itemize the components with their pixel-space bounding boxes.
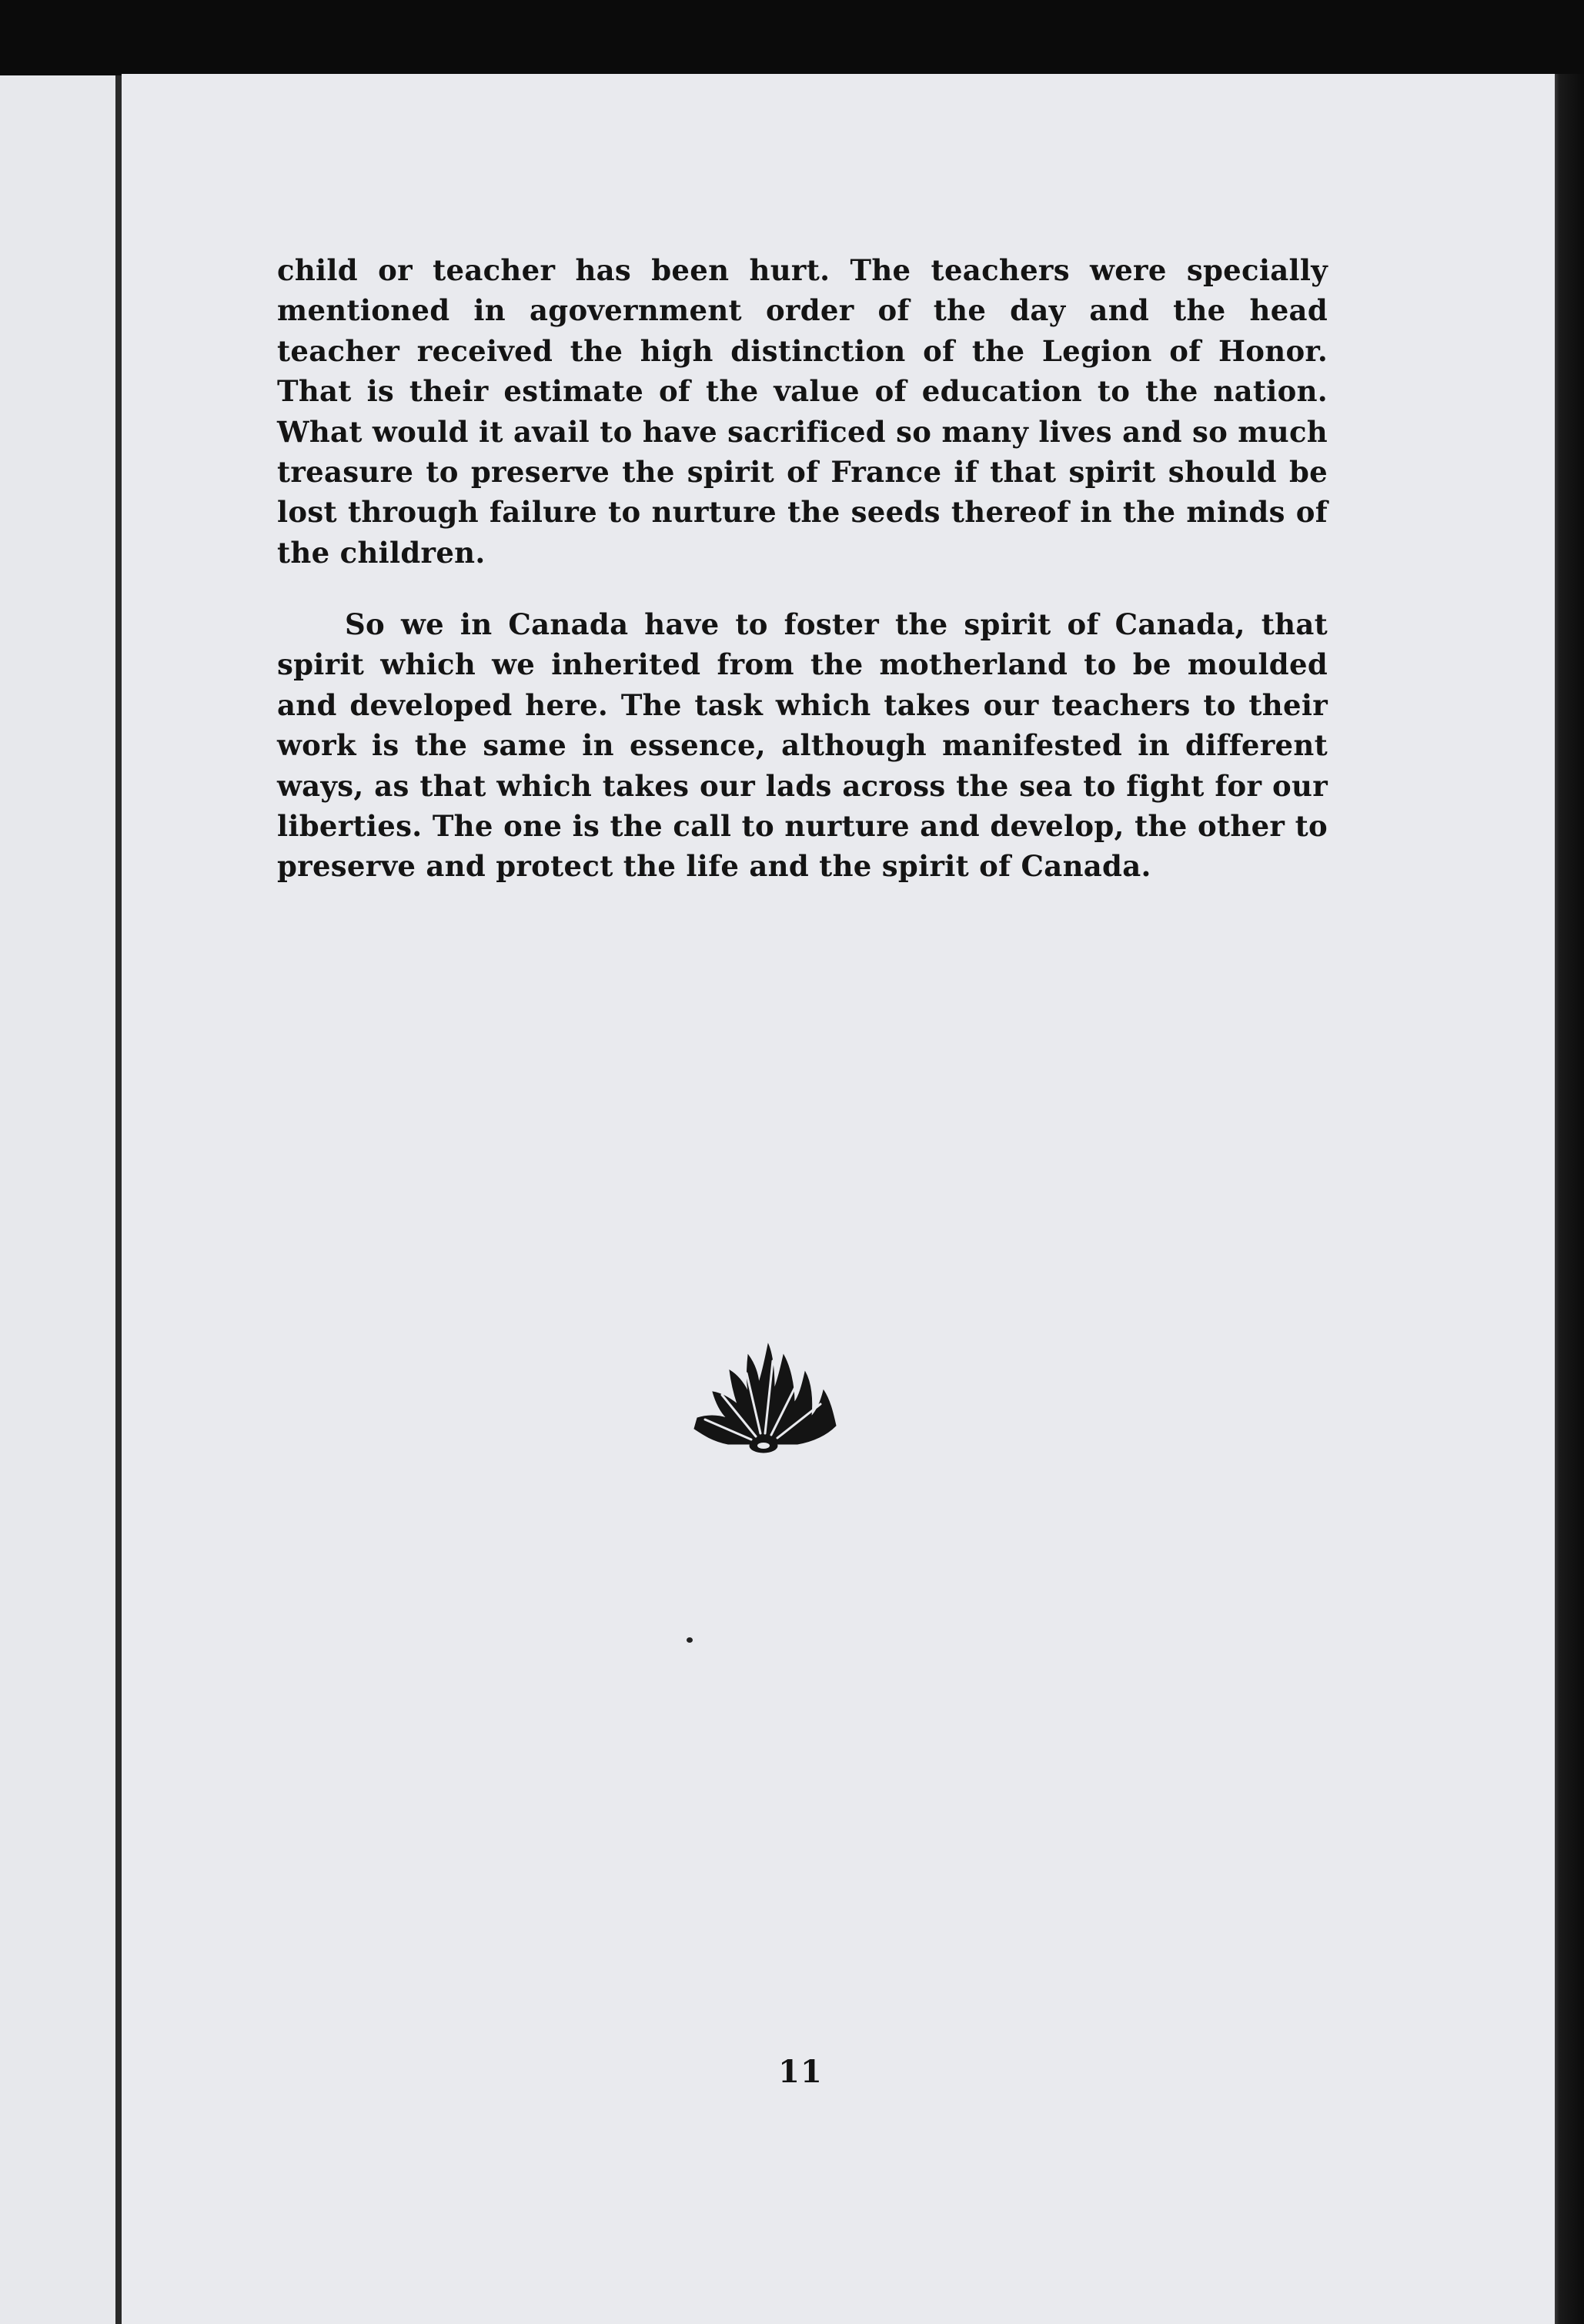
paragraph-1: child or teacher has been hurt. The teachers were specially mentioned in agovernment order of the day and the head teacher received the high distinction of the Legion of Honor. That is their estimate of the value of education to the nation. What would it avail to have sacrificed so many lives and so much treasure to preserve the spirit of France if that spirit should be lost through failure to nurture the seeds thereof in the minds of the children. [277,253,1328,570]
book-spine-gutter [115,75,122,2324]
page-right-edge [1555,74,1584,2324]
page-number: 11 [778,2054,823,2090]
maple-leaf-sprig-ornament-icon [682,1338,845,1455]
print-speck [687,1637,693,1643]
body-text [277,250,1328,887]
facing-page-margin [0,75,115,2324]
paragraph-2: So we in Canada have to foster the spirit of Canada, that spirit which we inherited from the motherland to be moulded and developed here. The task which takes our teachers to their work is the same in essence, although manifested in different ways, as that which takes our lads across the sea to fight for our liberties. The one is the call to nurture and develop, the other to preserve and protect the life and the spirit of Canada. [277,607,1328,884]
